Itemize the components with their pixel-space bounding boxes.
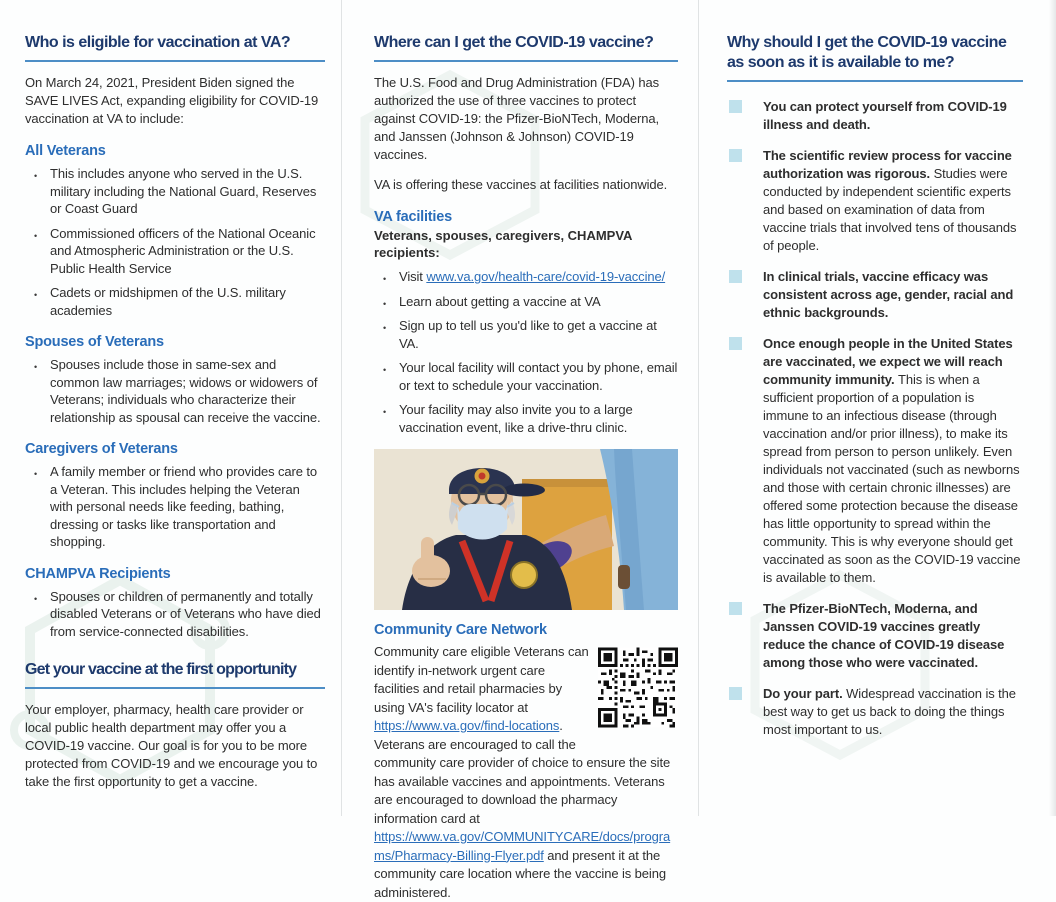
qr-code-icon <box>598 645 678 730</box>
subheading-champva: CHAMPVA Recipients <box>25 565 171 582</box>
subheading-va-facilities: VA facilities <box>374 209 452 225</box>
reason-rest: Widespread vaccination is the best way to get us back to doing the things most important to us. <box>763 686 1016 737</box>
page-edge-shadow <box>1049 0 1056 816</box>
square-bullet-icon <box>729 602 742 615</box>
reason-item <box>727 147 1023 255</box>
square-bullet-icon <box>729 687 742 700</box>
closing-paragraph: Your employer, pharmacy, health care provider or local public health department may offer you a COVID-19 vaccine. Our goal is for you to be more protected from COVID-19 and we encourage you to take the first opportunity to get a vaccine. <box>25 702 318 789</box>
ccn-text-1: Community care eligible Veterans can identify in-network urgent care facilities and retail pharmacies by using VA's facility locator at <box>374 644 589 715</box>
list-item <box>374 268 678 286</box>
list-item: • This includes anyone who served in the U.S. military including the National Guard, Reserves or Coast Guard <box>25 165 325 218</box>
ccn-paragraph <box>374 643 678 902</box>
square-bullet-icon <box>729 100 742 113</box>
heading-who-is-eligible: Who is eligible for vaccination at VA? <box>25 34 291 51</box>
fold-line <box>341 0 342 816</box>
reason-item <box>727 268 1023 322</box>
reason-bold: Once enough people in the United States are vaccinated, we expect we will reach community immunity. <box>763 336 1013 387</box>
reason-bold: The Pfizer-BioNTech, Moderna, and Janssen COVID-19 vaccines greatly reduce the chance of COVID-19 disease among those who were vaccinated. <box>763 601 1005 670</box>
subheading-all-veterans: All Veterans <box>25 143 106 159</box>
reason-bold: Do your part. <box>763 686 847 701</box>
list-item: • Commissioned officers of the National Oceanic and Atmospheric Administration or the U.S. Public Health Service <box>25 225 325 278</box>
all-veterans-list <box>25 165 325 319</box>
heading-rule <box>374 60 678 62</box>
list-item: • Spouses include those in same-sex and common law marriages; widows or widowers of Veterans; individuals who characterize their relationship as spousal can receive the vaccine. <box>25 356 325 426</box>
community-care-network-section <box>374 622 678 902</box>
square-bullet-icon <box>729 337 742 350</box>
reason-rest: Studies were conducted by independent scientific experts and based on examination of data from vaccine trials that involved tens of thousands of people. <box>763 166 1017 253</box>
reason-item <box>727 600 1023 672</box>
caregivers-list <box>25 463 325 551</box>
heading-where-to-get: Where can I get the COVID-19 vaccine? <box>374 34 654 51</box>
va-facilities-list <box>374 268 678 436</box>
list-item: • Your local facility will contact you by phone, email or text to schedule your vaccination. <box>374 359 678 394</box>
reason-bold: In clinical trials, vaccine efficacy was consistent across age, gender, racial and ethnic backgrounds. <box>763 269 1014 320</box>
square-bullet-icon <box>729 149 742 162</box>
fold-line <box>698 0 699 816</box>
panel-why-get-vaccine <box>727 0 1023 752</box>
covid-vaccine-link[interactable]: www.va.gov/health-care/covid-19-vaccine/ <box>426 269 666 284</box>
panel-who-is-eligible <box>25 0 325 803</box>
reason-item <box>727 98 1023 134</box>
list-item: • Your facility may also invite you to a large vaccination event, like a drive-thru clinic. <box>374 401 678 436</box>
recipients-lead: Veterans, spouses, caregivers, CHAMPVA recipients: <box>374 228 632 260</box>
visit-text: Visit <box>399 269 427 284</box>
fda-paragraph: The U.S. Food and Drug Administration (FDA) has authorized the use of three vaccines to protect against COVID-19: the Pfizer-BioNTech, Moderna, and Janssen (Johnson & Johnson) COVID-19 vaccines. <box>374 75 660 162</box>
vaccination-photo <box>374 449 678 610</box>
ccn-text-2: . Veterans are encouraged to call the community care provider of choice to ensure the site has available vaccines and appointments. Veterans are encouraged to download the pharmacy information card at <box>374 718 671 826</box>
square-bullet-icon <box>729 270 742 283</box>
reason-bold: You can protect yourself from COVID-19 illness and death. <box>763 99 1007 132</box>
nationwide-paragraph: VA is offering these vaccines at facilities nationwide. <box>374 177 668 192</box>
subheading-spouses: Spouses of Veterans <box>25 334 164 350</box>
list-item: • Cadets or midshipmen of the U.S. military academies <box>25 284 325 319</box>
reason-bold: The scientific review process for vaccine authorization was rigorous. <box>763 148 1012 181</box>
heading-rule <box>25 60 325 62</box>
intro-paragraph: On March 24, 2021, President Biden signed the SAVE LIVES Act, expanding eligibility for COVID-19 vaccination at VA to include: <box>25 75 319 126</box>
heading-rule <box>727 80 1023 82</box>
subheading-caregivers: Caregivers of Veterans <box>25 441 178 457</box>
heading-get-your-vaccine: Get your vaccine at the first opportunity <box>25 661 297 678</box>
heading-rule <box>25 687 325 689</box>
list-item: • Learn about getting a vaccine at VA <box>374 293 678 311</box>
reason-item <box>727 685 1023 739</box>
reason-item <box>727 335 1023 587</box>
subheading-community-care-network: Community Care Network <box>374 622 547 638</box>
list-item: • Sign up to tell us you'd like to get a vaccine at VA. <box>374 317 678 352</box>
pharmacy-flyer-link[interactable]: https://www.va.gov/COMMUNITYCARE/docs/programs/Pharmacy-Billing-Flyer.pdf <box>374 829 671 863</box>
list-item: • A family member or friend who provides care to a Veteran. This includes helping the Veteran with personal needs like feeding, bathing, dressing or tasks like transportation and shopping. <box>25 463 325 551</box>
panel-where-to-get <box>374 0 678 902</box>
spouses-list <box>25 356 325 426</box>
find-locations-link[interactable]: https://www.va.gov/find-locations <box>374 718 560 733</box>
champva-list <box>25 588 325 641</box>
heading-why-get-vaccine: Why should I get the COVID-19 vaccine as soon as it is available to me? <box>727 34 1007 71</box>
ccn-text-3: and present it at the community care location where the vaccine is being administered. <box>374 847 666 900</box>
reason-rest: This is when a sufficient proportion of a population is immune to an infectious disease (through vaccination and/or prior illness), to make its spread from person to person unlikely. Even individuals not vaccinated (such as newborns and those with certain chronic illnesses) are offered some protection because the disease has little opportunity to spread within the community. This is why everyone should get vaccinated as soon as the COVID-19 vaccine is available to them. <box>763 372 1021 585</box>
list-item: • Spouses or children of permanently and totally disabled Veterans or of Veterans who have died from service-connected disabilities. <box>25 588 325 641</box>
